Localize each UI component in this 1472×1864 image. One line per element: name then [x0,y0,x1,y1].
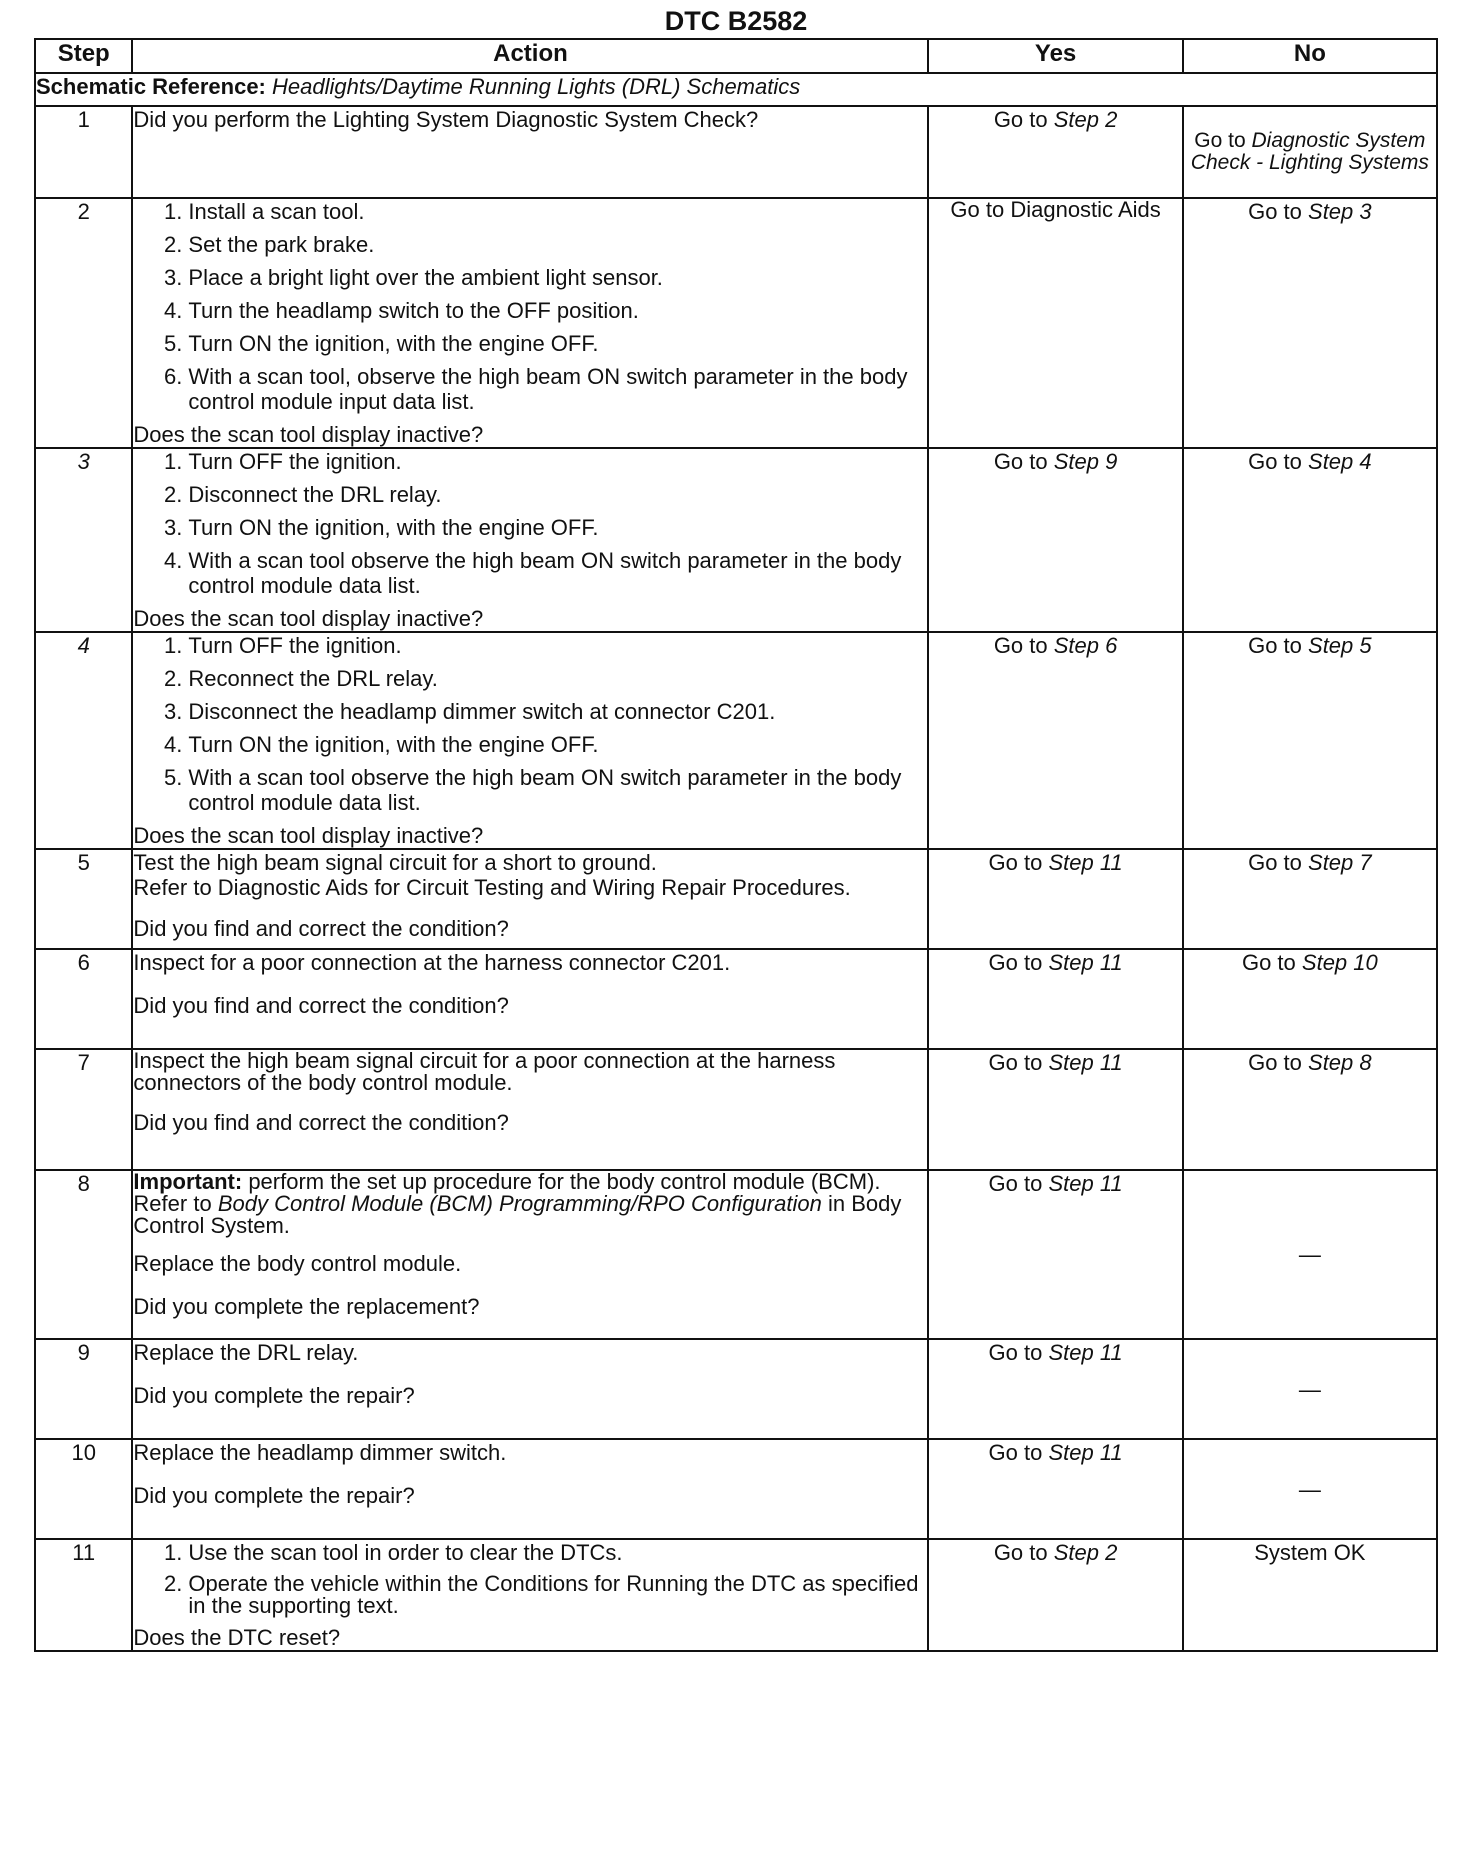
question-text: Did you find and correct the condition? [133,993,509,1018]
question-text: Did you complete the replacement? [133,1294,480,1319]
schematic-reference-row [35,73,1437,106]
important-note [133,1171,927,1237]
step-number: 7 [35,1049,132,1170]
list-item: 3. Disconnect the headlamp dimmer switch at connector C201. [188,699,927,724]
action-cell [132,106,928,198]
list-item: 1. Use the scan tool in order to clear the DTCs. [188,1540,927,1565]
no-header: No [1183,39,1437,73]
goto-text: Go to [1248,850,1302,875]
yes-link: Step 6 [1053,633,1118,658]
step-number: 5 [35,849,132,949]
action-cell [132,448,928,632]
yes-cell [928,1439,1182,1539]
goto-text: Go to [988,1440,1043,1465]
goto-text: Go to [988,850,1043,875]
yes-link: Step 9 [1053,449,1118,474]
no-cell [1183,849,1437,949]
table-row [35,949,1437,1049]
list-item: 2. Set the park brake. [188,232,927,257]
yes-link: Step 11 [1048,1440,1123,1465]
action-text: Test the high beam signal circuit for a short to ground. [133,850,657,875]
table-row [35,1170,1437,1339]
question-text: Does the DTC reset? [133,1625,341,1650]
step-number: 4 [35,632,132,849]
goto-text: Go to [993,449,1048,474]
yes-cell [928,632,1182,849]
yes-cell [928,1170,1182,1339]
list-item: 4. Turn ON the ignition, with the engine OFF. [188,732,927,757]
action-header: Action [132,39,928,73]
no-cell [1183,448,1437,632]
yes-link: Step 11 [1048,1340,1123,1365]
list-item: 3. Place a bright light over the ambient light sensor. [188,265,927,290]
yes-cell [928,1049,1182,1170]
instruction-list [133,199,927,414]
dtc-table [34,38,1438,1652]
no-cell [1183,632,1437,849]
important-label: Important: [133,1169,243,1194]
important-text: perform the set up procedure for the body control module (BCM). Refer to [133,1169,881,1216]
table-row [35,1049,1437,1170]
action-text: Inspect for a poor connection at the harness connector C201. [133,950,731,975]
step-number: 1 [35,106,132,198]
instruction-list [133,449,927,598]
goto-text: Go to [988,1340,1043,1365]
step-header: Step [35,39,132,73]
yes-cell [928,1339,1182,1439]
goto-text: Go to [988,1050,1043,1075]
list-item: 2. Reconnect the DRL relay. [188,666,927,691]
table-row [35,632,1437,849]
step-number: 6 [35,949,132,1049]
list-item: 4. With a scan tool observe the high beam ON switch parameter in the body control module data list. [188,548,927,598]
action-cell [132,1539,928,1651]
goto-text: Go to [1248,449,1302,474]
action-text: Replace the DRL relay. [133,1340,359,1365]
action-cell [132,198,928,448]
list-item: 5. Turn ON the ignition, with the engine OFF. [188,331,927,356]
list-item: 3. Turn ON the ignition, with the engine OFF. [188,515,927,540]
schematic-reference [35,73,1437,106]
no-cell [1183,106,1437,198]
no-cell [1183,1049,1437,1170]
list-item: 4. Turn the headlamp switch to the OFF position. [188,298,927,323]
question-text: Does the scan tool display inactive? [133,422,484,447]
table-row [35,1439,1437,1539]
table-row [35,849,1437,949]
yes-link: Step 2 [1053,107,1118,132]
step-number: 3 [35,448,132,632]
goto-text: Go to [1241,950,1296,975]
action-cell [132,1439,928,1539]
yes-cell [928,949,1182,1049]
list-item: 2. Disconnect the DRL relay. [188,482,927,507]
list-item: 2. Operate the vehicle within the Conditions for Running the DTC as specified in the supporting text. [188,1573,927,1617]
goto-text: Go to [993,1540,1048,1565]
no-cell: — [1183,1439,1437,1539]
goto-text: Go to [1248,199,1302,224]
action-cell [132,1170,928,1339]
yes-link: Step 11 [1048,1050,1123,1075]
table-row [35,1539,1437,1651]
yes-link: Step 2 [1053,1540,1118,1565]
no-link: Diagnostic System Check - Lighting Systems [1190,129,1429,174]
action-cell [132,949,928,1049]
goto-text: Go to [993,633,1048,658]
table-row [35,448,1437,632]
schematic-label: Schematic Reference: [36,74,266,99]
page-title: DTC B2582 [664,6,808,36]
table-row [35,106,1437,198]
table-row [35,198,1437,448]
question-text: Did you find and correct the condition? [133,916,509,941]
no-link: Step 10 [1301,950,1378,975]
no-link: Step 3 [1308,199,1372,224]
yes-cell [928,1539,1182,1651]
no-cell [1183,198,1437,448]
no-link: Step 4 [1308,449,1372,474]
question-text: Did you complete the repair? [133,1383,415,1408]
yes-cell [928,106,1182,198]
step-number: 2 [35,198,132,448]
header-row [35,39,1437,73]
goto-text: Go to [1248,1050,1302,1075]
yes-link: Step 11 [1048,850,1123,875]
goto-text: Go to [988,950,1043,975]
no-cell: — [1183,1170,1437,1339]
action-cell [132,1049,928,1170]
list-item: 6. With a scan tool, observe the high beam ON switch parameter in the body control module input data list. [188,364,927,414]
step-number: 9 [35,1339,132,1439]
action-cell [132,849,928,949]
table-row [35,1339,1437,1439]
instruction-list [133,633,927,815]
instruction-list [133,1540,927,1617]
action-cell [132,1339,928,1439]
yes-cell: Go to Diagnostic Aids [928,198,1182,448]
yes-cell [928,849,1182,949]
goto-text: Go to [1248,633,1302,658]
step-number: 10 [35,1439,132,1539]
important-ref: Body Control Module (BCM) Programming/RPO Configuration [217,1191,822,1216]
important-tail: in Body Control System. [133,1191,902,1238]
no-cell [1183,949,1437,1049]
goto-text: Go to [988,1171,1043,1196]
no-link: Step 5 [1308,633,1372,658]
no-cell: System OK [1183,1539,1437,1651]
schematic-link: Headlights/Daytime Running Lights (DRL) Schematics [272,74,801,99]
question-text: Did you find and correct the condition? [133,1110,509,1135]
action-text: Refer to Diagnostic Aids for Circuit Testing and Wiring Repair Procedures. [133,875,851,900]
question-text: Did you complete the repair? [133,1483,415,1508]
action-text: Replace the headlamp dimmer switch. [133,1440,507,1465]
yes-link: Step 11 [1048,950,1123,975]
list-item: 5. With a scan tool observe the high beam ON switch parameter in the body control module data list. [188,765,927,815]
list-item: 1. Turn OFF the ignition. [188,633,927,658]
step-number: 11 [35,1539,132,1651]
question-text: Did you perform the Lighting System Diagnostic System Check? [133,107,759,132]
no-link: Step 8 [1308,1050,1372,1075]
goto-text: Go to [993,107,1048,132]
yes-cell [928,448,1182,632]
question-text: Does the scan tool display inactive? [133,606,484,631]
goto-text: Go to [1194,129,1246,152]
yes-header: Yes [928,39,1182,73]
no-cell: — [1183,1339,1437,1439]
action-text: Replace the body control module. [133,1251,462,1276]
yes-link: Step 11 [1048,1171,1123,1196]
list-item: 1. Install a scan tool. [188,199,927,224]
list-item: 1. Turn OFF the ignition. [188,449,927,474]
no-link: Step 7 [1308,850,1372,875]
action-text: Inspect the high beam signal circuit for a poor connection at the harness connectors of the body control module. [133,1048,836,1095]
step-number: 8 [35,1170,132,1339]
question-text: Does the scan tool display inactive? [133,823,484,848]
action-cell [132,632,928,849]
